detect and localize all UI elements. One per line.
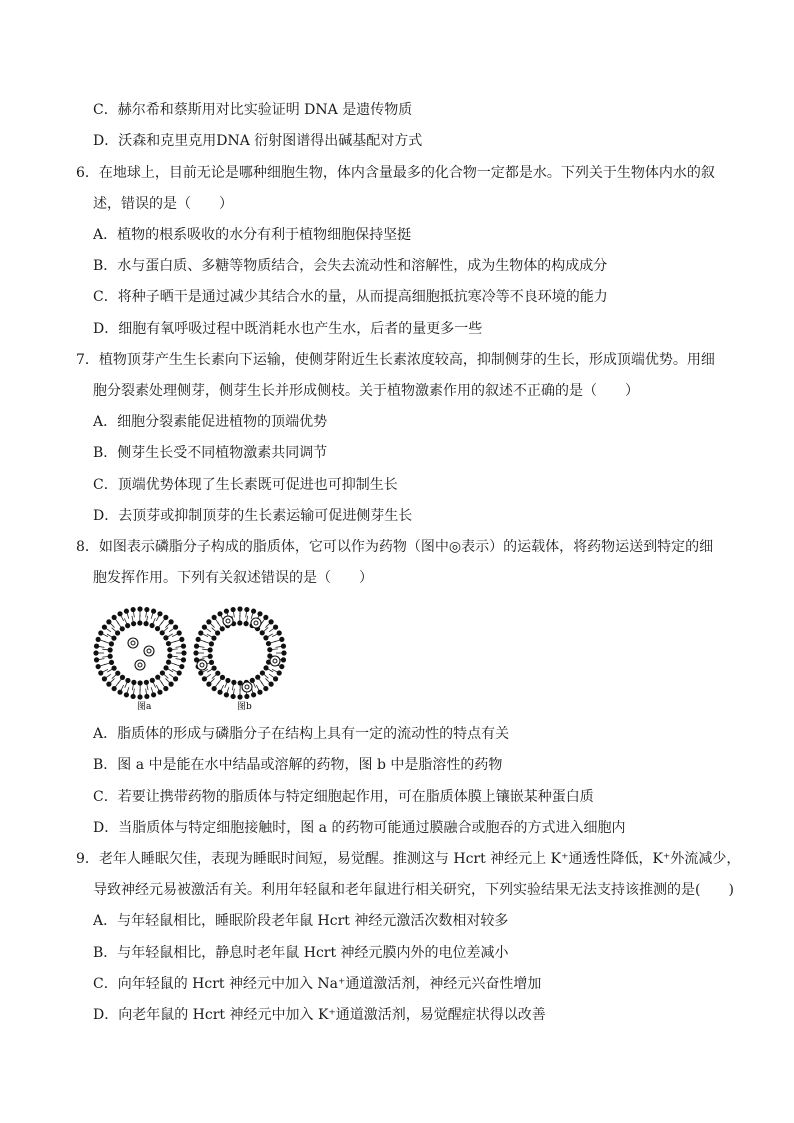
phospholipid-head (267, 647, 272, 652)
phospholipid-head (217, 611, 222, 616)
phospholipid-head (115, 671, 120, 676)
phospholipid-head (163, 686, 168, 691)
q9-option-c: C．向年轻鼠的 Hcrt 神经元中加入 Na⁺通道激活剂，神经元兴奋性增加 (93, 976, 542, 992)
phospholipid-head (108, 647, 113, 652)
phospholipid-head (144, 694, 149, 699)
phospholipid-head (149, 623, 154, 628)
phospholipid-head (120, 626, 125, 631)
phospholipid-head (173, 676, 178, 681)
q6-option-c: C．将种子晒干是通过减少其结合水的量，从而提高细胞抵抗寒冷等不良环境的能力 (93, 289, 608, 305)
q8-option-c: C．若要让携带药物的脂质体与特定细胞起作用，可在脂质体膜上镶嵌某种蛋白质 (93, 789, 594, 805)
phospholipid-head (269, 682, 274, 687)
q7-option-a: A．细胞分裂素能促进植物的顶端优势 (93, 414, 328, 430)
phospholipid-head (167, 647, 172, 652)
phospholipid-head (198, 630, 203, 635)
phospholipid-head (206, 682, 211, 687)
phospholipid-head (102, 676, 107, 681)
drug-marker (135, 660, 145, 670)
phospholipid-head (109, 660, 114, 665)
figure-b-label: 图b (237, 702, 252, 712)
phospholipid-head (150, 678, 155, 683)
phospholipid-head (251, 609, 256, 614)
q6-option-b: B．水与蛋白质、多糖等物质结合，会失去流动性和溶解性，成为生物体的构成成分 (93, 258, 608, 274)
q6-stem: 6．在地球上，目前无论是哪种细胞生物，体内含量最多的化合物一定都是水。下列关于生物体内水的叙 (76, 165, 715, 181)
phospholipid-head (160, 630, 165, 635)
q9-stem-cont: 导致神经元易被激活有关。利用年轻鼠和老年鼠进行相关研究，下列实验结果无法支持该推测的是( ) (93, 882, 734, 898)
phospholipid-head (251, 692, 256, 697)
phospholipid-head (263, 635, 268, 640)
phospholipid-head (111, 666, 116, 671)
phospholipid-head (277, 670, 282, 675)
phospholipid-head (93, 650, 98, 655)
phospholipid-head (231, 607, 236, 612)
phospholipid-head (177, 670, 182, 675)
phospholipid-head (209, 641, 214, 646)
phospholipid-head (163, 665, 168, 670)
phospholipid-head (196, 637, 201, 642)
phospholipid-head (243, 621, 248, 626)
phospholipid-head (157, 690, 162, 695)
phospholipid-head (94, 657, 99, 662)
phospholipid-head (277, 630, 282, 635)
phospholipid-head (179, 637, 184, 642)
phospholipid-head (96, 637, 101, 642)
phospholipid-head (144, 607, 149, 612)
phospholipid-head (166, 660, 171, 665)
phospholipid-head (111, 636, 116, 641)
phospholipid-head (124, 609, 129, 614)
phospholipid-head (211, 666, 216, 671)
phospholipid-head (96, 664, 101, 669)
phospholipid-head (250, 678, 255, 683)
phospholipid-head (225, 678, 230, 683)
phospholipid-head (137, 606, 142, 611)
phospholipid-head (193, 650, 198, 655)
phospholipid-head (177, 630, 182, 635)
liposome-a-diagram (93, 606, 186, 699)
liposome-figure (92, 603, 292, 713)
q6-option-a: A．植物的根系吸收的水分有利于植物细胞保持坚挺 (93, 227, 412, 243)
phospholipid-head (202, 676, 207, 681)
phospholipid-head (181, 644, 186, 649)
phospholipid-head (120, 675, 125, 680)
phospholipid-head (131, 607, 136, 612)
phospholipid-head (124, 692, 129, 697)
phospholipid-head (117, 690, 122, 695)
phospholipid-head (263, 665, 268, 670)
q7-option-d: D．去顶芽或抑制顶芽的生长素运输可促进侧芽生长 (93, 508, 413, 524)
phospholipid-head (273, 625, 278, 630)
phospholipid-head (166, 641, 171, 646)
q8-stem-cont: 胞发挥作用。下列有关叙述错误的是（ ） (93, 570, 373, 586)
q5-option-d: D．沃森和克里克用DNA 衍射图谱得出碱基配对方式 (93, 133, 423, 149)
phospholipid-head (167, 653, 172, 658)
phospholipid-head (206, 619, 211, 624)
phospholipid-head (257, 611, 262, 616)
q9-option-b: B．与年轻鼠相比，静息时老年鼠 Hcrt 神经元膜内外的电位差减小 (93, 945, 509, 961)
q8-option-a: A．脂质体的形成与磷脂分子在结构上具有一定的流动性的特点有关 (93, 726, 510, 742)
phospholipid-head (117, 611, 122, 616)
phospholipid-head (255, 675, 260, 680)
phospholipid-head (169, 682, 174, 687)
phospholipid-head (131, 621, 136, 626)
phospholipid-head (98, 670, 103, 675)
phospholipid-head (109, 641, 114, 646)
liposome-b-diagram (193, 606, 286, 699)
q9-option-a: A．与年轻鼠相比，睡眠阶段老年鼠 Hcrt 神经元激活次数相对较多 (93, 913, 509, 929)
phospholipid-head (181, 657, 186, 662)
phospholipid-head (106, 682, 111, 687)
phospholipid-head (224, 692, 229, 697)
phospholipid-head (169, 619, 174, 624)
q5-option-c: C．赫尔希和蔡斯用对比实验证明 DNA 是遗传物质 (93, 102, 413, 118)
phospholipid-head (138, 680, 143, 685)
phospholipid-head (237, 606, 242, 611)
phospholipid-head (137, 694, 142, 699)
phospholipid-head (181, 650, 186, 655)
phospholipid-head (131, 694, 136, 699)
phospholipid-head (208, 647, 213, 652)
phospholipid-head (102, 625, 107, 630)
q6-stem-cont: 述，错误的是（ ） (93, 196, 233, 212)
phospholipid-head (281, 644, 286, 649)
phospholipid-head (212, 686, 217, 691)
phospholipid-head (155, 626, 160, 631)
phospholipid-head (215, 630, 220, 635)
drug-marker (128, 638, 138, 648)
phospholipid-head (115, 630, 120, 635)
phospholipid-head (244, 607, 249, 612)
drug-marker (223, 616, 233, 626)
phospholipid-head (224, 609, 229, 614)
q9-option-d: D．向老年鼠的 Hcrt 神经元中加入 K⁺通道激活剂，易觉醒症状得以改善 (93, 1007, 546, 1023)
phospholipid-head (157, 611, 162, 616)
phospholipid-head (237, 620, 242, 625)
phospholipid-head (106, 619, 111, 624)
phospholipid-head (257, 690, 262, 695)
q6-option-d: D．细胞有氧呼吸过程中既消耗水也产生水，后者的量更多一些 (93, 321, 483, 337)
phospholipid-head (137, 620, 142, 625)
phospholipid-head (263, 686, 268, 691)
phospholipid-head (144, 680, 149, 685)
phospholipid-head (217, 690, 222, 695)
q8-option-b: B．图 a 中是能在水中结晶或溶解的药物，图 b 中是脂溶性的药物 (93, 757, 503, 773)
drug-marker (242, 682, 252, 692)
drug-marker (197, 660, 207, 670)
phospholipid-head (112, 615, 117, 620)
phospholipid-head (263, 615, 268, 620)
q7-stem-cont: 胞分裂素处理侧芽，侧芽生长并形成侧枝。关于植物激素作用的叙述不正确的是（ ） (93, 383, 639, 399)
phospholipid-head (209, 660, 214, 665)
phospholipid-head (269, 619, 274, 624)
phospholipid-head (231, 680, 236, 685)
phospholipid-head (112, 686, 117, 691)
phospholipid-head (281, 650, 286, 655)
phospholipid-head (212, 615, 217, 620)
phospholipid-head (215, 671, 220, 676)
drug-marker (144, 646, 154, 656)
phospholipid-head (155, 675, 160, 680)
phospholipid-head (143, 621, 148, 626)
phospholipid-head (202, 625, 207, 630)
phospholipid-head (194, 644, 199, 649)
phospholipid-head (163, 615, 168, 620)
phospholipid-head (266, 641, 271, 646)
phospholipid-head (211, 636, 216, 641)
q8-option-d: D．当脂质体与特定细胞接触时，图 a 的药物可能通过膜融合或胞吞的方式进入细胞内 (93, 820, 626, 836)
phospholipid-head (237, 694, 242, 699)
drug-marker (251, 618, 261, 628)
q8-stem: 8．如图表示磷脂分子构成的脂质体，它可以作为药物（图中◎表示）的运载体，将药物运送到特定的细 (76, 539, 714, 555)
phospholipid-head (173, 625, 178, 630)
phospholipid-head (260, 630, 265, 635)
phospholipid-head (279, 664, 284, 669)
phospholipid-head (125, 623, 130, 628)
phospholipid-head (125, 678, 130, 683)
q7-option-c: C．顶端优势体现了生长素既可促进也可抑制生长 (93, 477, 398, 493)
phospholipid-head (198, 670, 203, 675)
phospholipid-head (231, 694, 236, 699)
phospholipid-head (151, 609, 156, 614)
phospholipid-head (151, 692, 156, 697)
phospholipid-head (220, 626, 225, 631)
phospholipid-head (108, 654, 113, 659)
phospholipid-head (208, 654, 213, 659)
phospholipid-head (179, 664, 184, 669)
phospholipid-head (131, 680, 136, 685)
phospholipid-head (98, 630, 103, 635)
phospholipid-head (94, 644, 99, 649)
phospholipid-head (273, 676, 278, 681)
phospholipid-head (244, 694, 249, 699)
phospholipid-head (163, 635, 168, 640)
q9-stem: 9．老年人睡眠欠佳，表现为睡眠时间短，易觉醒。推测这与 Hcrt 神经元上 K⁺通透性降低，K⁺外流减少， (76, 851, 741, 867)
drug-marker (270, 656, 280, 666)
phospholipid-head (260, 670, 265, 675)
phospholipid-head (220, 675, 225, 680)
q7-stem: 7．植物顶芽产生生长素向下运输，使侧芽附近生长素浓度较高，抑制侧芽的生长，形成顶端优势。用细 (76, 352, 715, 368)
q7-option-b: B．侧芽生长受不同植物激素共同调节 (93, 445, 328, 461)
figure-a-label: 图a (137, 702, 152, 712)
phospholipid-head (279, 637, 284, 642)
phospholipid-head (281, 657, 286, 662)
phospholipid-head (160, 670, 165, 675)
